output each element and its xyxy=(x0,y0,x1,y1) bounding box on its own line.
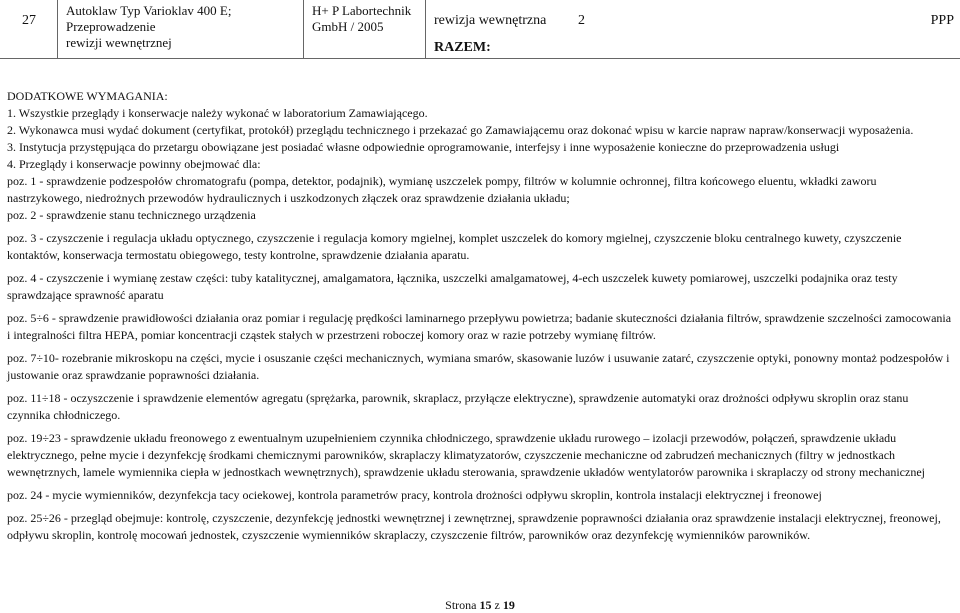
item-poz-24: poz. 24 - mycie wymienników, dezynfekcja tacy ociekowej, kontrola parametrów pracy, kontrola drożności odpływu skroplin, kontrola instalacji elektrycznej i freonowej xyxy=(7,488,822,502)
page-footer xyxy=(0,598,960,613)
procedure-description xyxy=(66,3,303,51)
page-prefix: Strona xyxy=(445,598,477,612)
device-line-2: GmbH / 2005 xyxy=(312,19,384,34)
device-cell xyxy=(304,0,426,58)
item-poz-19-23: poz. 19÷23 - sprawdzenie układu freonowego z ewentualnym uzupełnieniem czynnika chłodniczego, sprawdzenie układu rurowego – izolacji przewodów, połączeń, sprawdzenie układu elektrycznego, pełne mycie i dezynfekcję środkami chemicznymi parowników, skraplaczy klimatyzatorów, czyszczenie mechaniczne od zabrudzeń mechanicznych (filtry w jednostkach wewnętrznych, lamele wymiennika ciepła w jednostkach wewnętrznych), sprawdzenie układu sterowania, sprawdzenie układów wentylatorów parownika i skraplaczy od strony mechanicznej xyxy=(7,431,925,479)
page-separator: z xyxy=(494,598,500,612)
procedure-cell xyxy=(58,0,304,58)
item-number-cell xyxy=(0,0,58,58)
item-number: 27 xyxy=(22,13,36,28)
item-poz-25-26: poz. 25÷26 - przegląd obejmuje: kontrolę, czyszczenie, dezynfekcję jednostki wewnętrznej i zewnętrznej, sprawdzenie poprawności działania oraz sprawdzenie instalacji elektrycznej, freonowej, odpływu skroplin, kontrolę mocowań jednostek, czyszczenie wymienników skraplaczy, czyszczenie filtrów, parowników oraz dezynfekcję wymienników parowników. xyxy=(7,511,941,542)
procedure-line-2: rewizji wewnętrznej xyxy=(66,35,172,50)
item-poz-7-10: poz. 7÷10- rozebranie mikroskopu na części, mycie i osuszanie części mechanicznych, wymiana smarów, skasowanie luzów i usuwanie zatarć, czyszczenie optyki, ponowny montaż podzespołów i justowanie oraz sprawdzanie poprawności działania. xyxy=(7,351,950,382)
requirements-heading: DODATKOWE WYMAGANIA: xyxy=(7,89,168,103)
item-poz-11-18: poz. 11÷18 - oczyszczenie i sprawdzenie elementów agregatu (sprężarka, parownik, skraplacz, przyłącze elektryczne), sprawdzenie automatyki oraz drożności odpływu skroplin oraz stanu czynnika chłodniczego. xyxy=(7,391,909,422)
procedure-line-1: Autoklaw Typ Varioklav 400 E; Przeprowadzenie xyxy=(66,3,232,34)
device-manufacturer xyxy=(312,3,411,35)
item-poz-4: poz. 4 - czyszczenie i wymianę zestaw części: tuby katalitycznej, amalgamatora, łącznika, uszczelki amalgamatowej, 4-ech uszczelek kuwety pomiarowej, uszczelki podajnika oraz testy sprawdzające sprawność aparatu xyxy=(7,271,898,302)
revision-count: 2 xyxy=(578,13,585,28)
requirement-1: 1. Wszystkie przeglądy i konserwacje należy wykonać w laboratorium Zamawiającego. xyxy=(7,106,428,120)
device-line-1: H+ P Labortechnik xyxy=(312,3,412,18)
page-current: 15 xyxy=(479,598,492,612)
requirement-3: 3. Instytucja przystępująca do przetargu obowiązane jest posiadać własne odpowiednie oprogramowanie, interfejsy i inne wyposażenie konieczne do przeprowadzenia usługi xyxy=(7,140,840,154)
item-poz-3: poz. 3 - czyszczenie i regulacja układu optycznego, czyszczenie i regulacja komory mgielnej, komplet uszczelek do komory mgielnej, czyszczenie bloku centralnego kuwety, czyszczenie kontaktów, konserwacja termostatu obiegowego, testy kontrolne, sprawdzenie działania aparatu. xyxy=(7,231,902,262)
item-header-table xyxy=(0,0,960,59)
page-total: 19 xyxy=(502,598,515,612)
total-label: RAZEM: xyxy=(434,40,491,55)
requirement-4: 4. Przeglądy i konserwacje powinny obejmować dla: xyxy=(7,157,261,171)
revision-type: rewizja wewnętrzna xyxy=(434,13,547,28)
item-poz-2: poz. 2 - sprawdzenie stanu technicznego urządzenia xyxy=(7,208,256,222)
revision-code: PPP xyxy=(930,13,954,28)
item-poz-5-6: poz. 5÷6 - sprawdzenie prawidłowości działania oraz pomiar i regulację prędkości laminarnego przepływu powietrza; badanie skuteczności działania filtrów, sprawdzenie szczelności zamocowania i integralności filtra HEPA, pomiar koncentracji cząstek stałych w przestrzeni roboczej komory oraz w razie potrzeby wymianę filtrów. xyxy=(7,311,952,342)
revision-cell xyxy=(426,0,960,58)
requirements-body xyxy=(7,88,952,544)
requirement-2: 2. Wykonawca musi wydać dokument (certyfikat, protokół) przeglądu technicznego i przekazać go Zamawiającemu oraz dokonać wpisu w karcie napraw napraw/konserwacji wyposażenia. xyxy=(7,123,914,137)
item-poz-1: poz. 1 - sprawdzenie podzespołów chromatografu (pompa, detektor, podajnik), wymianę uszczelek pompy, filtrów w kolumnie ochronnej, filtra końcowego eluentu, wkładki zaworu nastrzykowego, niedrożnych przewodów hydraulicznych i uszkodzonych złączek oraz sprawdzenie działania układu; xyxy=(7,174,877,205)
